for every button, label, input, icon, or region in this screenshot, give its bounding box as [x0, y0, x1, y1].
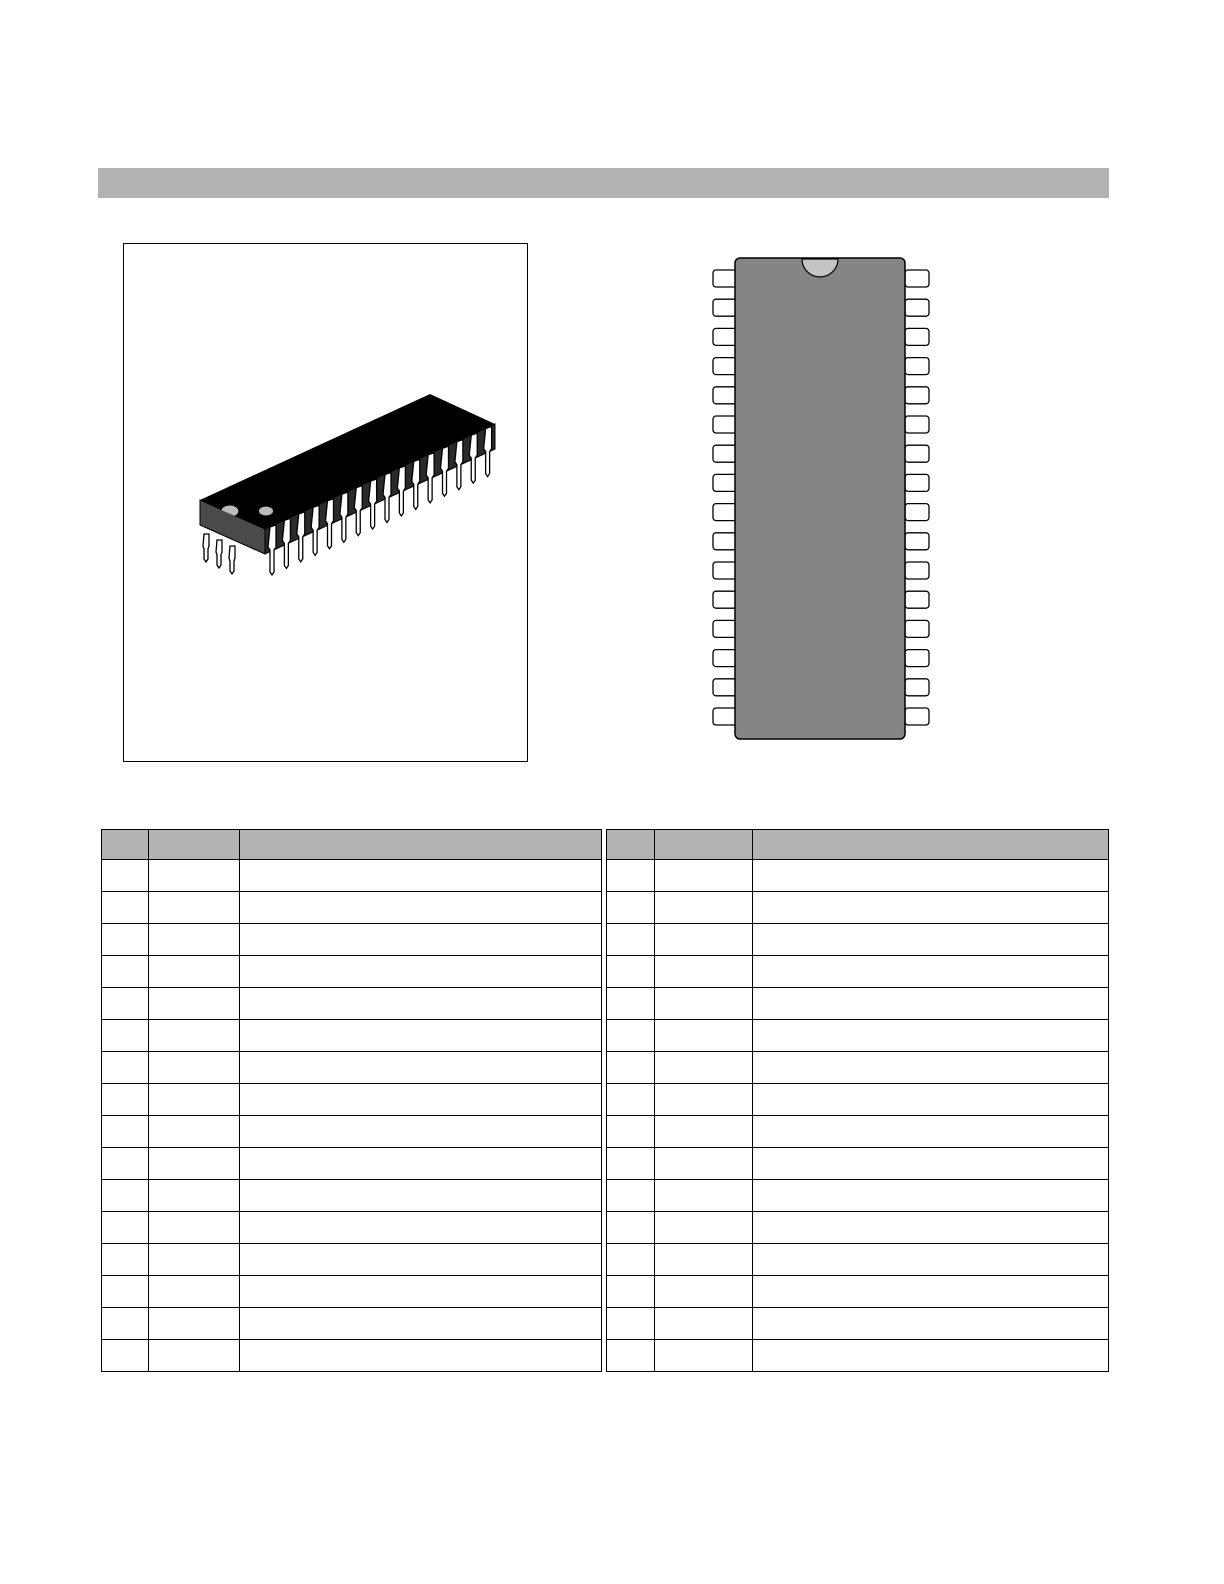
table-cell: [753, 1116, 1109, 1148]
table-cell: [655, 1180, 753, 1212]
table-row: [607, 924, 1109, 956]
table-cell: [102, 924, 149, 956]
right-pin: [905, 328, 929, 345]
table-cell: [102, 1116, 149, 1148]
table-cell: [655, 924, 753, 956]
table-cell: [607, 1116, 655, 1148]
table-row: [607, 1244, 1109, 1276]
table-cell: [655, 892, 753, 924]
table-cell: [607, 1308, 655, 1340]
table-cell: [102, 892, 149, 924]
table-row: [102, 1116, 602, 1148]
table-cell: [607, 1148, 655, 1180]
table-cell: [655, 1276, 753, 1308]
table-cell: [149, 892, 240, 924]
table-cell: [753, 1180, 1109, 1212]
table-cell: [607, 988, 655, 1020]
table-cell: [149, 988, 240, 1020]
table-cell: [240, 924, 602, 956]
table-cell: [102, 1244, 149, 1276]
table-cell: [753, 956, 1109, 988]
right-pin: [905, 708, 929, 725]
table-cell: [655, 1052, 753, 1084]
rear-leg: [216, 540, 222, 568]
table-cell: [655, 1244, 753, 1276]
table-cell: [753, 860, 1109, 892]
table-cell: [655, 1148, 753, 1180]
table-cell: [149, 956, 240, 988]
table-row: [102, 1340, 602, 1372]
table-cell: [149, 1276, 240, 1308]
table-cell: [240, 1020, 602, 1052]
table-cell: [149, 1340, 240, 1372]
left-pin: [713, 591, 737, 608]
left-pin: [713, 387, 737, 404]
table-row: [607, 956, 1109, 988]
header-cell: [149, 830, 240, 860]
table-cell: [102, 1308, 149, 1340]
table-cell: [753, 1020, 1109, 1052]
table-cell: [240, 1084, 602, 1116]
right-pin: [905, 358, 929, 375]
table-header-row: [102, 830, 602, 860]
table-row: [102, 988, 602, 1020]
right-pin: [905, 387, 929, 404]
table-cell: [240, 1340, 602, 1372]
table-cell: [102, 1020, 149, 1052]
right-pin: [905, 416, 929, 433]
right-pin: [905, 270, 929, 287]
left-pin: [713, 504, 737, 521]
table-row: [607, 1084, 1109, 1116]
table-cell: [149, 1116, 240, 1148]
table-cell: [655, 988, 753, 1020]
rear-leg: [203, 534, 209, 562]
left-pin: [713, 679, 737, 696]
chip-body: [735, 258, 905, 739]
table-cell: [607, 860, 655, 892]
right-pin: [905, 591, 929, 608]
right-pin: [905, 620, 929, 637]
table-row: [102, 1244, 602, 1276]
table-cell: [102, 1276, 149, 1308]
table-row: [102, 1212, 602, 1244]
left-pin: [713, 474, 737, 491]
table-row: [607, 1276, 1109, 1308]
package-illustration-frame: [123, 243, 528, 762]
left-pin: [713, 533, 737, 550]
table-row: [102, 1084, 602, 1116]
table-cell: [655, 1308, 753, 1340]
table-cell: [607, 1020, 655, 1052]
table-cell: [607, 1180, 655, 1212]
table-cell: [149, 1020, 240, 1052]
table-row: [102, 1020, 602, 1052]
table-cell: [753, 924, 1109, 956]
table-row: [607, 1212, 1109, 1244]
table-cell: [753, 1244, 1109, 1276]
table-row: [102, 1276, 602, 1308]
right-pin: [905, 562, 929, 579]
table-cell: [655, 1116, 753, 1148]
right-pin: [905, 474, 929, 491]
table-cell: [240, 1052, 602, 1084]
rear-leg: [229, 546, 235, 574]
table-cell: [240, 1244, 602, 1276]
table-cell: [607, 1052, 655, 1084]
table-row: [102, 892, 602, 924]
table-cell: [607, 892, 655, 924]
table-row: [102, 1148, 602, 1180]
table-row: [102, 924, 602, 956]
left-pin: [713, 358, 737, 375]
table-cell: [102, 1212, 149, 1244]
table-cell: [102, 1340, 149, 1372]
table-cell: [753, 1084, 1109, 1116]
header-cell: [655, 830, 753, 860]
table-cell: [753, 1052, 1109, 1084]
table-row: [102, 1180, 602, 1212]
table-cell: [753, 1148, 1109, 1180]
right-pin: [905, 445, 929, 462]
table-cell: [240, 1148, 602, 1180]
table-row: [607, 892, 1109, 924]
left-pin: [713, 445, 737, 462]
table-row: [607, 1116, 1109, 1148]
table-cell: [102, 1084, 149, 1116]
table-cell: [655, 1020, 753, 1052]
table-cell: [607, 924, 655, 956]
table-cell: [607, 1340, 655, 1372]
table-cell: [149, 924, 240, 956]
table-cell: [102, 1052, 149, 1084]
table-row: [102, 956, 602, 988]
right-pin: [905, 504, 929, 521]
header-cell: [240, 830, 602, 860]
pin-table-left: [101, 829, 602, 1372]
left-pin: [713, 650, 737, 667]
right-pin: [905, 650, 929, 667]
table-cell: [753, 1340, 1109, 1372]
table-row: [102, 1308, 602, 1340]
table-row: [607, 1052, 1109, 1084]
table-row: [607, 1340, 1109, 1372]
table-cell: [102, 860, 149, 892]
table-cell: [240, 1212, 602, 1244]
table-row: [607, 1148, 1109, 1180]
header-cell: [607, 830, 655, 860]
table-cell: [240, 988, 602, 1020]
table-cell: [753, 988, 1109, 1020]
left-pin: [713, 299, 737, 316]
table-cell: [655, 1212, 753, 1244]
right-pin: [905, 679, 929, 696]
header-cell: [753, 830, 1109, 860]
right-pin: [905, 533, 929, 550]
table-cell: [753, 1308, 1109, 1340]
table-row: [102, 1052, 602, 1084]
pinout-diagram: [700, 250, 950, 750]
table-cell: [607, 1084, 655, 1116]
table-cell: [102, 1180, 149, 1212]
table-cell: [102, 988, 149, 1020]
table-cell: [607, 1244, 655, 1276]
left-pin: [713, 708, 737, 725]
left-pin: [713, 416, 737, 433]
table-row: [607, 1180, 1109, 1212]
table-cell: [655, 860, 753, 892]
table-cell: [149, 1212, 240, 1244]
table-cell: [240, 860, 602, 892]
table-cell: [149, 1052, 240, 1084]
left-pin: [713, 620, 737, 637]
table-cell: [102, 1148, 149, 1180]
table-header-row: [607, 830, 1109, 860]
table-cell: [607, 956, 655, 988]
right-pin: [905, 299, 929, 316]
table-cell: [149, 860, 240, 892]
left-pin: [713, 328, 737, 345]
table-cell: [102, 956, 149, 988]
table-cell: [240, 956, 602, 988]
table-row: [607, 988, 1109, 1020]
table-cell: [149, 1244, 240, 1276]
table-cell: [240, 1276, 602, 1308]
table-cell: [149, 1148, 240, 1180]
header-cell: [102, 830, 149, 860]
left-pin: [713, 270, 737, 287]
table-cell: [240, 892, 602, 924]
table-row: [607, 1308, 1109, 1340]
pin-table-right: [606, 829, 1109, 1372]
table-cell: [149, 1308, 240, 1340]
section-title-bar: [98, 168, 1109, 198]
table-cell: [240, 1308, 602, 1340]
pin1-dot-marker: [259, 507, 273, 516]
table-row: [102, 860, 602, 892]
table-cell: [240, 1180, 602, 1212]
left-pin: [713, 562, 737, 579]
table-row: [607, 860, 1109, 892]
table-cell: [149, 1180, 240, 1212]
table-cell: [753, 1276, 1109, 1308]
table-cell: [240, 1116, 602, 1148]
table-cell: [655, 1340, 753, 1372]
table-cell: [753, 1212, 1109, 1244]
table-cell: [149, 1084, 240, 1116]
table-cell: [655, 1084, 753, 1116]
table-cell: [655, 956, 753, 988]
dip-package-illustration: [124, 244, 529, 763]
table-row: [607, 1020, 1109, 1052]
table-cell: [753, 892, 1109, 924]
table-cell: [607, 1212, 655, 1244]
table-cell: [607, 1276, 655, 1308]
